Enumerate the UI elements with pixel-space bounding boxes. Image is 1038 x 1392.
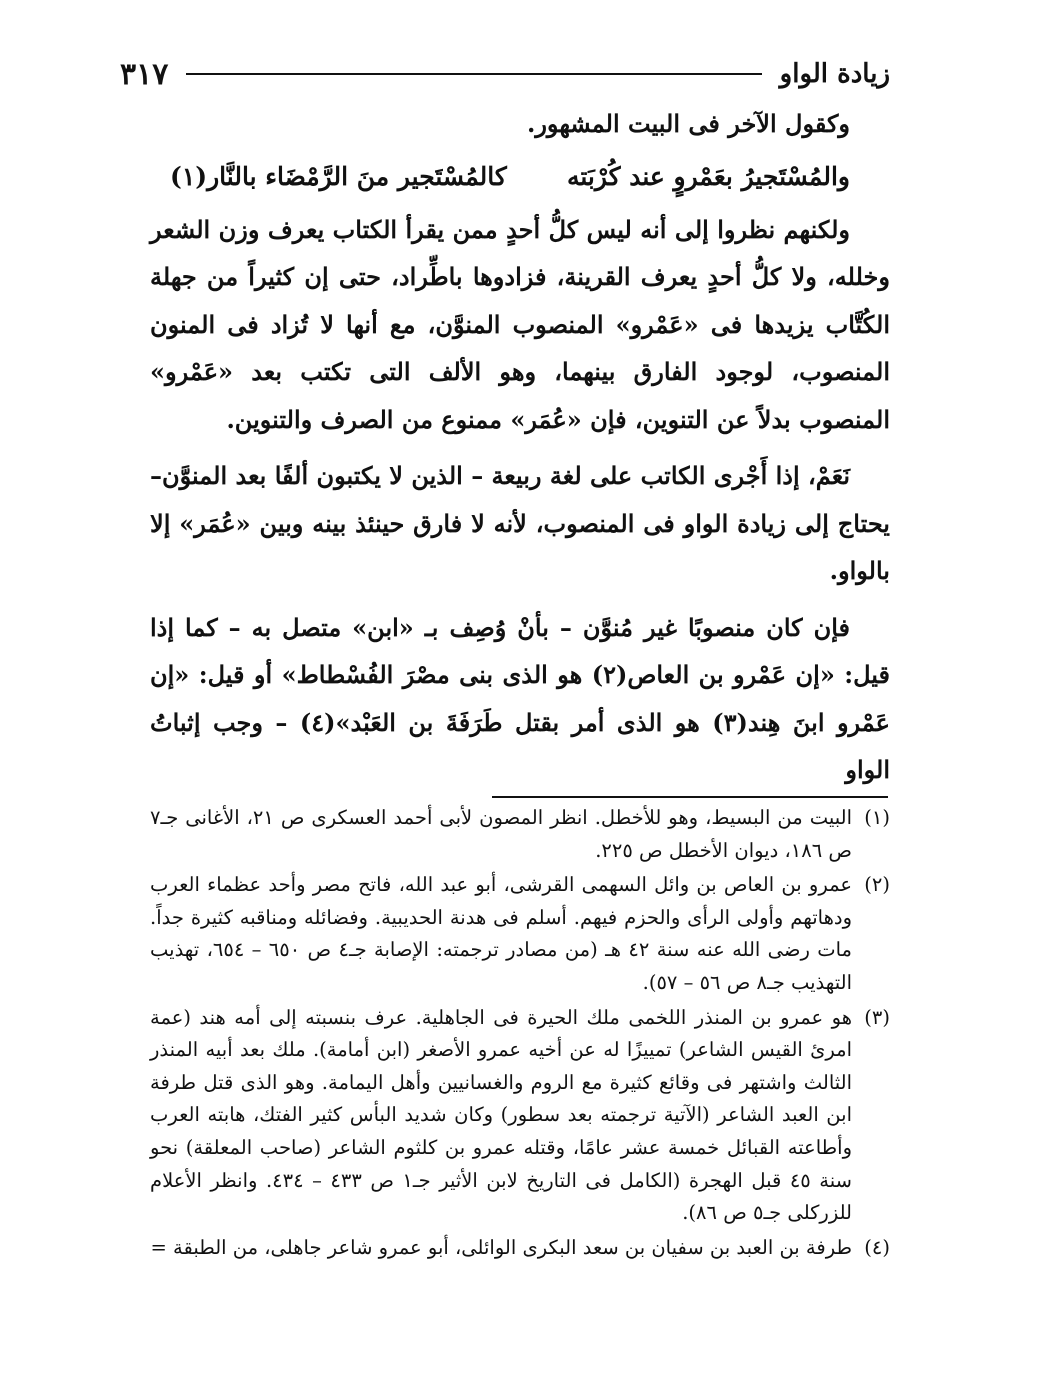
footnote-number: (٢) <box>864 873 890 897</box>
footnote <box>150 869 890 999</box>
running-title: زيادة الواو <box>779 59 890 89</box>
footnotes <box>150 800 890 1265</box>
footnote-text: البيت من البسيط، وهو للأخطل. انظر المصون لأبى أحمد العسكرى ص ٢١، الأغانى جـ٧ ص ١٨٦، ديوان الأخطل ص ٢٢٥. <box>150 806 852 862</box>
footnote-text: طرفة بن العبد بن سفيان بن سعد البكرى الوائلى، أبو عمرو شاعر جاهلى، من الطبقة = <box>150 1235 852 1259</box>
verse-second-hemistich: كالمُسْتَجير منَ الرَّمْضَاء بالنَّار(١) <box>170 161 507 191</box>
header-rule <box>186 73 761 75</box>
footnote <box>150 1232 890 1265</box>
footnote-text: عمرو بن العاص بن وائل السهمى القرشى، أبو عبد الله، فاتح مصر وأحد عظماء العرب ودهاتهم وأولى الرأى والحزم فيهم. أسلم فى هدنة الحديبية. وفضائله ومناقبه كثيرة جداً. مات رضى الله عنه سنة ٤٢ هـ (من مصادر ترجمته: الإصابة جـ٤ ص ٦٥٠ – ٦٥٤، تهذيب التهذيب جـ٨ ص ٥٦ – ٥٧). <box>150 873 853 994</box>
footnote-separator <box>492 796 888 798</box>
main-text <box>150 100 890 794</box>
paragraph-4: فإن كان منصوبًا غير مُنوَّن – بأنْ وُصِف بـ «ابن» متصل به – كما إذا قيل: «إن عَمْرو بن العاص(٢) هو الذى بنى مصْرَ الفُسْطاط» أو قيل: «إن عَمْرو ابنَ هِند(٣) هو الذى أمر بقتل طَرَفَةَ بن العَبْد»(٤) – وجب إثباتُ الواو <box>150 612 890 784</box>
page-header <box>120 52 890 96</box>
footnote <box>150 1002 890 1230</box>
paragraph-1: وكقول الآخر فى البيت المشهور. <box>526 109 850 138</box>
poetry-verse <box>150 148 890 206</box>
verse-first-hemistich: والمُسْتَجيرُ بعَمْروٍ عند كُرْبَته <box>566 161 850 191</box>
paragraph-2: ولكنهم نظروا إلى أنه ليس كلُّ أحدٍ ممن يقرأ الكتاب يعرف وزن الشعر وخلله، ولا كلُّ أحدٍ يعرف القرينة، فزادوها باطِّراد، حتى إن كثيراً من جهلة الكُتَّاب يزيدها فى «عَمْرو» المنصوب المنوَّن، مع أنها لا تُزاد فى المنون المنصوب، لوجود الفارق بينهما، وهو الألف التى تكتب بعد «عَمْرو» المنصوب بدلاً عن التنوين، فإن «عُمَر» ممنوع من الصرف والتنوين. <box>150 214 890 434</box>
footnote-number: (٤) <box>864 1235 890 1259</box>
footnote-number: (٣) <box>864 1005 890 1029</box>
footnote-number: (١) <box>864 806 890 829</box>
footnote-text: هو عمرو بن المنذر اللخمى ملك الحيرة فى الجاهلية. عرف بنسبته إلى أمه هند (عمة امرئ القيس الشاعر) تمييزًا له عن أخيه عمرو الأصغر (ابن أمامة). ملك بعد أبيه المنذر الثالث واشتهر فى وقائع كثيرة مع الروم والغسانيين وأهل اليمامة. وهو الذى قتل طرفة ابن العبد الشاعر (الآتية ترجمته بعد سطور) وكان شديد البأس كثير الفتك، هابته العرب وأطاعته القبائل خمسة عشر عامًا، وقتله عمرو بن كلثوم الشاعر (صاحب المعلقة) نحو سنة ٤٥ قبل الهجرة (الكامل فى التاريخ لابن الأثير جـ١ ص ٤٣٣ – ٤٣٤. وانظر الأعلام للزركلى جـ٥ ص ٨٦). <box>150 1005 852 1225</box>
paragraph-3: نَعَمْ، إذا أَجْرى الكاتب على لغة ربيعة – الذين لا يكتبون ألفًا بعد المنوَّن– يحتاج إلى زيادة الواو فى المنصوب، لأنه لا فارق حينئذ بينه وبين «عُمَر» إلا بالواو. <box>150 461 890 585</box>
page-number: ٣١٧ <box>120 56 169 92</box>
footnote <box>150 802 890 867</box>
